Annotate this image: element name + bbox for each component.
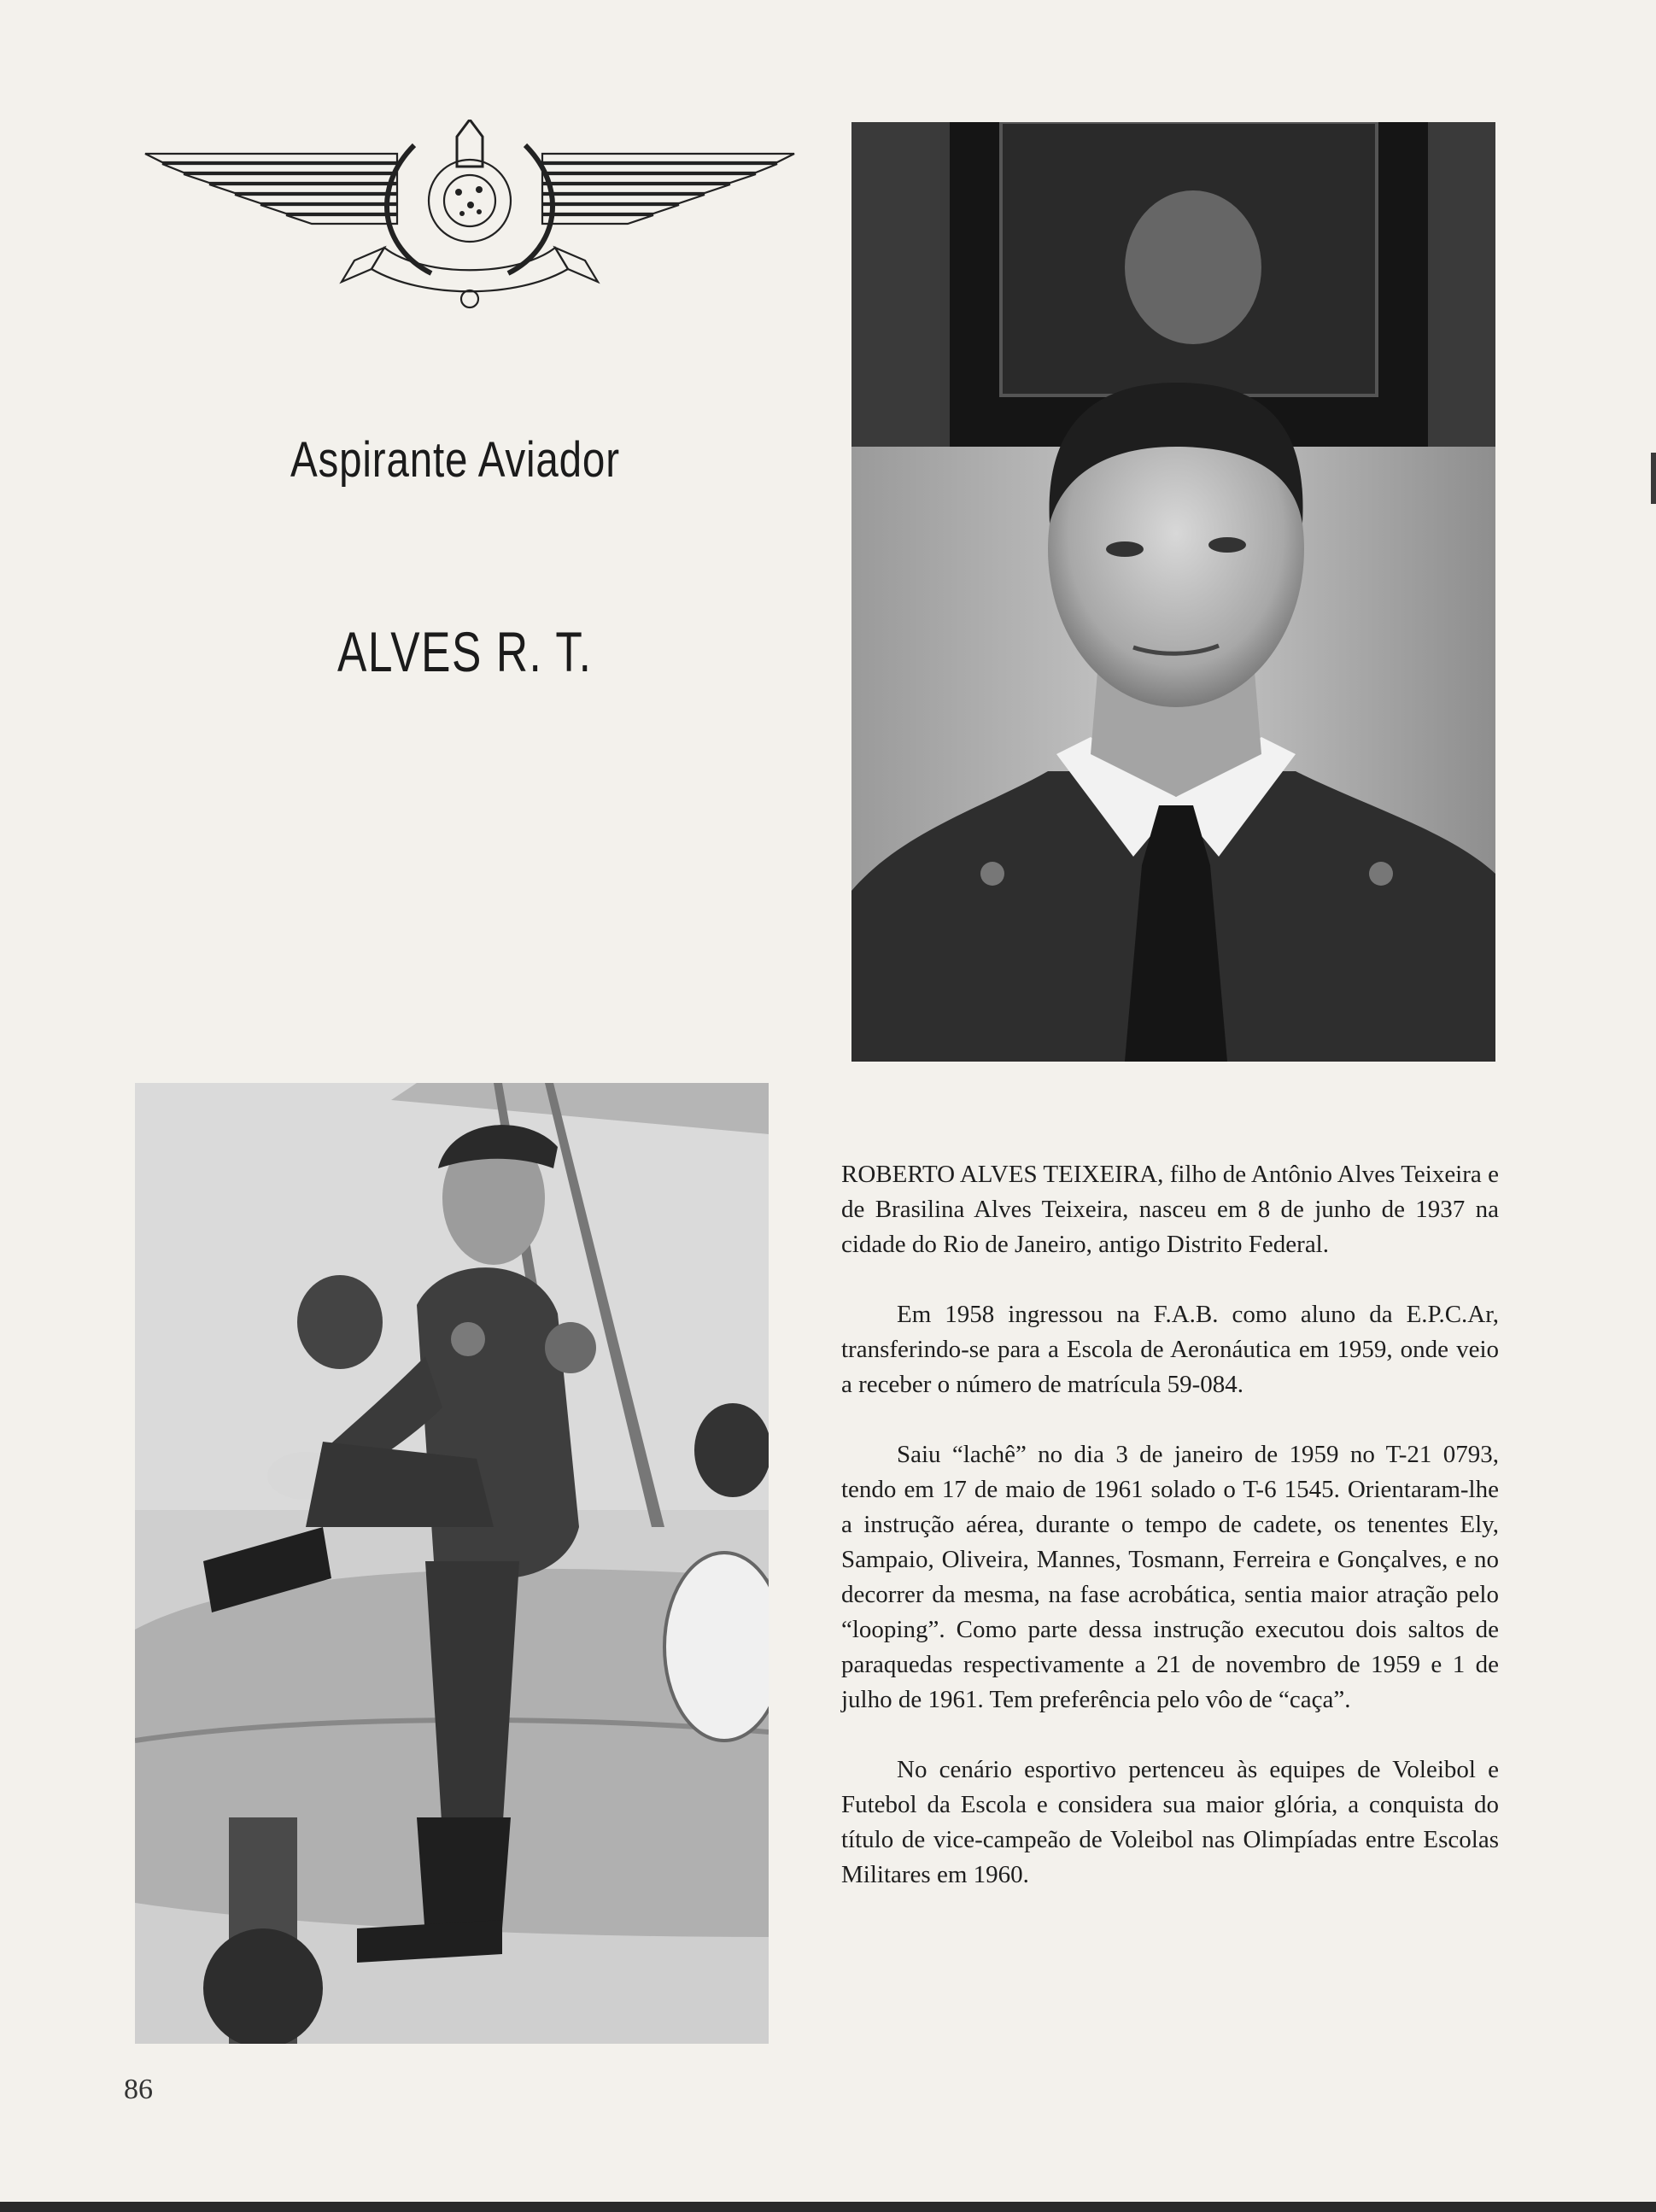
scan-edge-mark [1651, 453, 1656, 504]
bio-paragraph-4: No cenário esportivo pertenceu às equipes de Voleibol e Futebol da Escola e considera sua maior glória, a conquista do título de vice-campeão de Voleibol nas Olimpíadas entre Escolas Militares em 1960. [841, 1756, 1499, 1888]
pilot-illustration [135, 1083, 769, 2044]
biography-text [841, 1157, 1499, 1928]
bio-paragraph-3: Saiu “lachê” no dia 3 de janeiro de 1959 no T-21 0793, tendo em 17 de maio de 1961 solado o T-6 1545. Orientaram-lhe a instrução aérea, durante o tempo de cadete, os tenentes Ely, Sampaio, Oliveira, Mannes, Tosmann, Ferreira e Gonçalves, e no decorrer da mesma, na fase acrobática, sentia maior atração pelo “looping”. Como parte dessa instrução executou dois saltos de paraquedas respectivamente a 21 de novembro de 1959 e 1 de julho de 1961. Tem preferência pelo vôo de “caça”. [841, 1441, 1499, 1713]
scan-edge [0, 2202, 1656, 2212]
pilot-on-aircraft-photo [135, 1083, 769, 2044]
page-number: 86 [124, 2074, 153, 2105]
bio-paragraph-1: ROBERTO ALVES TEIXEIRA, filho de Antônio Alves Teixeira e de Brasilina Alves Teixeira, nasceu em 8 de junho de 1937 na cidade do Rio de Janeiro, antigo Distrito Federal. [841, 1161, 1499, 1258]
cadet-name-title: ALVES R. T. [337, 620, 593, 683]
bio-paragraph-2: Em 1958 ingressou na F.A.B. como aluno da E.P.C.Ar, transferindo-se para a Escola de Aeronáutica em 1959, onde veio a receber o número de matrícula 59-084. [841, 1301, 1499, 1398]
rank-title: Aspirante Aviador [290, 432, 620, 488]
portrait-photo [851, 122, 1495, 1062]
air-force-wings-emblem-icon [141, 120, 799, 316]
portrait-illustration [851, 122, 1495, 1062]
